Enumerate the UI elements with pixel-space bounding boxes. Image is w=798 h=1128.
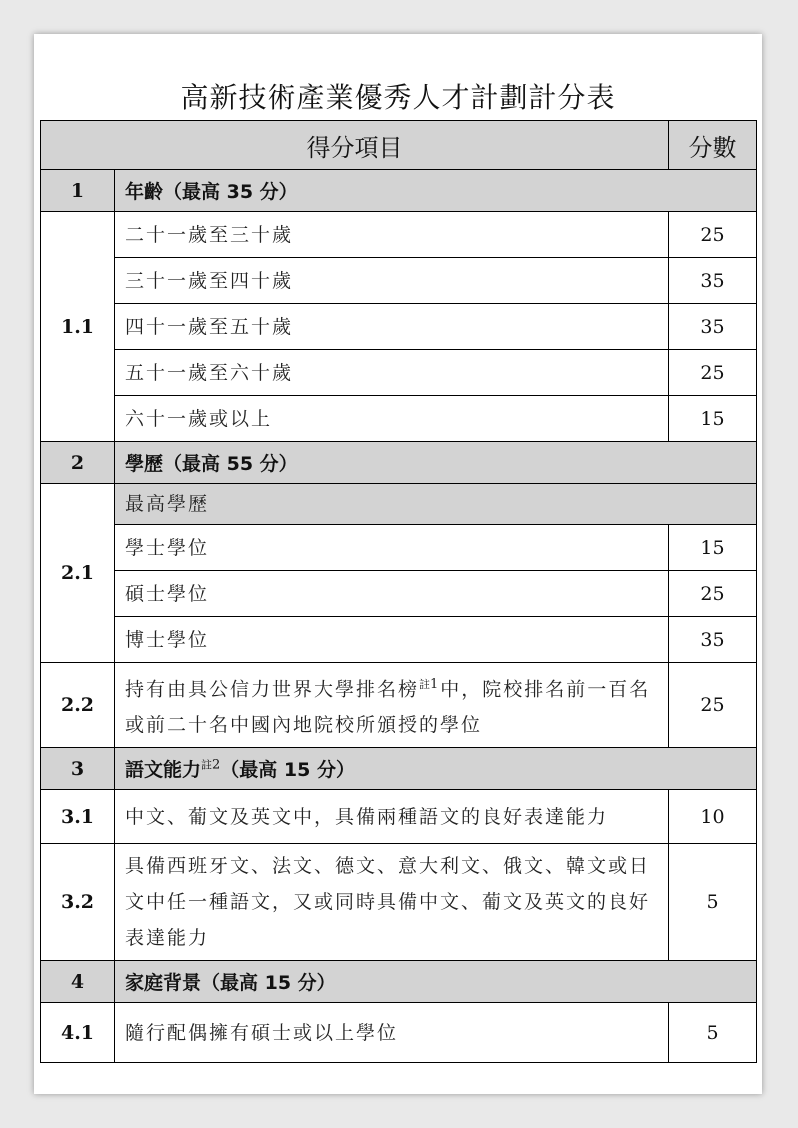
row-label: 二十一歲至三十歲 <box>115 212 669 258</box>
section-label: 家庭背景（最高 15 分） <box>115 961 757 1003</box>
row-label: 具備西班牙文、法文、德文、意大利文、俄文、韓文或日文中任一種語文，又或同時具備中文、葡文及英文的良好表達能力 <box>115 844 669 961</box>
row-label: 碩士學位 <box>115 571 669 617</box>
row-points: 5 <box>669 1003 757 1063</box>
section-number: 2 <box>41 442 115 484</box>
header-item: 得分項目 <box>41 121 669 170</box>
item-number: 2.2 <box>41 663 115 748</box>
row-points: 10 <box>669 790 757 844</box>
row-points: 25 <box>669 350 757 396</box>
table-row <box>41 790 757 844</box>
table-row <box>41 304 757 350</box>
subheader-label: 最高學歷 <box>115 484 757 525</box>
section-row-language <box>41 748 757 790</box>
row-points: 25 <box>669 212 757 258</box>
footnote-mark: 註 <box>201 759 213 772</box>
section-number: 3 <box>41 748 115 790</box>
table-row <box>41 1003 757 1063</box>
row-label: 博士學位 <box>115 617 669 663</box>
section-row-family <box>41 961 757 1003</box>
document-title: 高新技術產業優秀人才計劃計分表 <box>180 81 616 114</box>
table-row <box>41 258 757 304</box>
footnote-mark: 註 <box>419 678 431 691</box>
item-number: 4.1 <box>41 1003 115 1063</box>
row-label: 五十一歲至六十歲 <box>115 350 669 396</box>
table-row <box>41 350 757 396</box>
table-row <box>41 571 757 617</box>
row-text-part: 中，院校排名前一百名或前二十名中國內地院校所頒授的學位 <box>125 678 651 737</box>
footnote-number: 2 <box>212 758 221 773</box>
row-label: 三十一歲至四十歲 <box>115 258 669 304</box>
row-points: 15 <box>669 396 757 442</box>
section-label-part: 語文能力 <box>125 759 202 782</box>
table-row <box>41 396 757 442</box>
table-row <box>41 663 757 748</box>
section-label-part: （最高 15 分） <box>220 759 355 782</box>
item-number: 2.1 <box>41 484 115 663</box>
row-label: 中文、葡文及英文中，具備兩種語文的良好表達能力 <box>115 790 669 844</box>
row-label: 六十一歲或以上 <box>115 396 669 442</box>
item-number: 3.2 <box>41 844 115 961</box>
subheader-row <box>41 484 757 525</box>
section-number: 4 <box>41 961 115 1003</box>
row-points: 35 <box>669 617 757 663</box>
row-label: 四十一歲至五十歲 <box>115 304 669 350</box>
section-number: 1 <box>41 170 115 212</box>
row-points: 15 <box>669 525 757 571</box>
score-table <box>40 120 757 1063</box>
header-points: 分數 <box>669 121 757 170</box>
section-label: 學歷（最高 55 分） <box>115 442 757 484</box>
section-row-education <box>41 442 757 484</box>
row-points: 35 <box>669 258 757 304</box>
row-label: 學士學位 <box>115 525 669 571</box>
table-row <box>41 525 757 571</box>
row-label <box>115 663 669 748</box>
document-page <box>34 34 762 1094</box>
row-points: 25 <box>669 663 757 748</box>
table-header-row <box>41 121 757 170</box>
item-number: 1.1 <box>41 212 115 442</box>
section-label: 年齡（最高 35 分） <box>115 170 757 212</box>
row-points: 35 <box>669 304 757 350</box>
row-points: 25 <box>669 571 757 617</box>
item-number: 3.1 <box>41 790 115 844</box>
row-points: 5 <box>669 844 757 961</box>
table-row <box>41 617 757 663</box>
row-label: 隨行配偶擁有碩士或以上學位 <box>115 1003 669 1063</box>
section-row-age <box>41 170 757 212</box>
row-text-part: 持有由具公信力世界大學排名榜 <box>125 678 420 701</box>
table-row <box>41 844 757 961</box>
footnote-number: 1 <box>430 677 441 692</box>
section-label <box>115 748 757 790</box>
table-row <box>41 212 757 258</box>
